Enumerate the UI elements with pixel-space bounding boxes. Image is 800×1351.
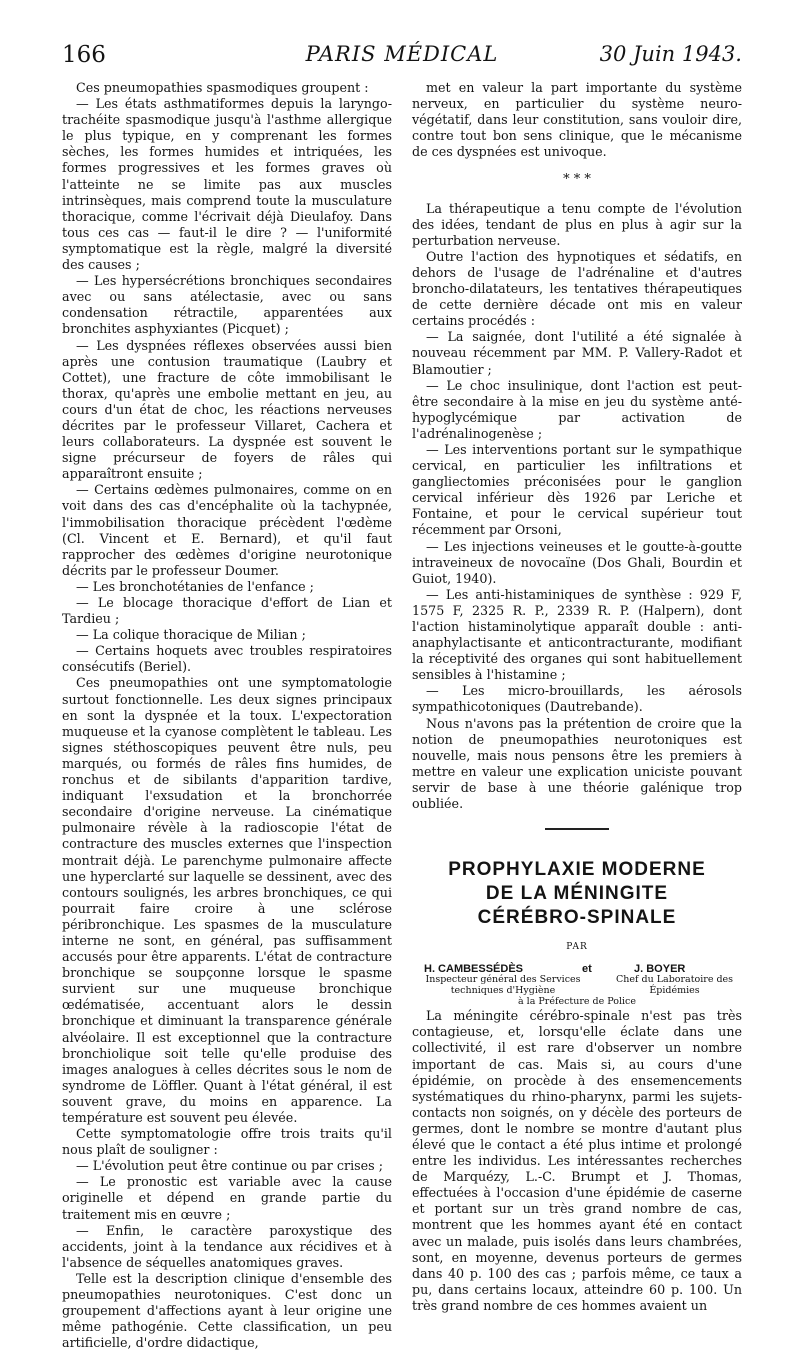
article-title-line: CÉRÉBRO-SPINALE	[477, 907, 677, 929]
paragraph: La thérapeutique a tenu compte de l'évolution des idées, tendant de plus en plus à agir sur la perturbation nerveuse.	[412, 200, 742, 248]
byline-par: PAR	[566, 942, 588, 953]
paragraph: Cette symptomatologie offre trois traits qu'il nous plaît de souligner :	[62, 1126, 392, 1158]
author-name: J. BOYER	[634, 963, 686, 976]
section-separator: * * *	[563, 172, 591, 188]
paragraph: — Les micro-brouillards, les aérosols sympathicotoniques (Dautrebande).	[412, 683, 742, 715]
paragraph: — Les états asthmatiformes depuis la laryngo-trachéite spasmodique jusqu'à l'asthme allergique le plus typique, en y comprenant les formes sèches, les formes humides et intriquées, les formes progressives et les formes graves où l'atteinte ne se limite pas aux muscles intrinsèques, mais comprend toute la musculature thoracique, comme l'écrivait déjà Dieulafoy. Dans tous ces cas — faut-il le dire ? — l'uniformité symptomatique est la règle, malgré la diversité des causes ;	[62, 96, 392, 273]
paragraph: — L'évolution peut être continue ou par crises ;	[76, 1158, 383, 1174]
paragraph: La méningite cérébro-spinale n'est pas très contagieuse, et, lorsqu'elle éclate dans une collectivité, il est rare d'observer un nombre important de cas. Mais si, au cours d'une épidémie, on procède à des ensemencements systématiques du rhino-pharynx, parmi les sujets-contacts non soignés, on y décèle des porteurs de germes, dont le nombre se montre d'autant plus élevé que le contact a été plus intime et prolongé entre les individus. Les intéressantes recherches de Marquézy, L.-C. Brumpt et J. Thomas, effectuées à l'occasion d'une épidémie de caserne et portant sur un très grand nombre de cas, montrent que les hommes ayant été en contact avec un malade, puis isolés dans leurs chambrées, sont, en moyenne, devenus porteurs de germes dans 40 p. 100 des cas ; parfois même, ce taux a pu, dans certains locaux, atteindre 60 p. 100. Un très grand nombre de ces hommes avaient un	[412, 1008, 742, 1313]
article-title-line: PROPHYLAXIE MODERNE	[448, 859, 706, 881]
horizontal-rule	[545, 828, 609, 830]
issue-date: 30 Juin 1943.	[599, 42, 742, 66]
page-header	[62, 42, 742, 70]
paragraph: — Les interventions portant sur le sympathique cervical, en particulier les infiltrations et gangliectomies préconisées pour le ganglion cervical inférieur dès 1926 par Leriche et Fontaine, et pour le cervical supérieur tout récemment par Orsoni,	[412, 441, 742, 538]
paragraph: — Certains œdèmes pulmonaires, comme on en voit dans des cas d'encéphalite où la tachypnée, l'immobilisation thoracique précèdent l'œdème (Cl. Vincent et E. Bernard), et qu'il faut rapprocher des œdèmes d'origine neurotonique décrits par le professeur Doumer.	[62, 482, 392, 578]
paragraph: met en valeur la part importante du système nerveux, en particulier du système neuro-végétatif, dans leur constitution, sans vouloir dire, contre tout bon sens clinique, que le mécanisme de ces dyspnées est univoque.	[412, 80, 742, 160]
author-affiliation: à la Préfecture de Police	[517, 996, 636, 1008]
paragraph: — Le choc insulinique, dont l'action est peut-être secondaire à la mise en jeu du système anté-hypoglycémique par activation de l'adrénalinogenèse ;	[412, 377, 742, 441]
paragraph: Ces pneumopathies ont une symptomatologie surtout fonctionnelle. Les deux signes principaux en sont la dyspnée et la toux. L'expectoration muqueuse et la cyanose complètent le tableau. Les signes stéthoscopiques peuvent être nuls, peu marqués, ou formés de râles fins humides, de ronchus et de sibilants d'apparition tardive, indiquant l'exsudation et la bronchorrée secondaire d'origine nerveuse. La cinématique pulmonaire révèle à la radioscopie l'état de contracture des muscles externes que l'inspection montrait déjà. Le parenchyme pulmonaire affecte une hyperclarté sur laquelle se dessinent, avec des contours soulignés, les arbres bronchiques, ce qui pourrait faire croire à une sclérose péribronchique. Les spasmes de la musculature interne ne sont, en général, pas suffisamment accusés pour être apparents. L'état de contracture bronchique se soupçonne lorsque le spasme survient sur une muqueuse bronchique œdématisée, accentuant alors le dessin bronchique et diminuant la transparence générale alvéolaire. Il est exceptionnel que la contracture bronchiolique soit telle qu'elle produise des images analogues à celles décrites sous le nom de syndrome de Löffler. Quant à l'état général, il est souvent grave, du moins en apparence. La température est souvent peu élevée.	[62, 675, 392, 1125]
affiliations	[412, 975, 742, 1008]
author-affiliation: Chef du Laboratoire des Épidémies	[615, 974, 734, 996]
page-number: 166	[62, 42, 106, 68]
article-title-line: DE LA MÉNINGITE	[485, 883, 669, 905]
author-conjunction: et	[582, 963, 592, 976]
paragraph: — Les anti-histaminiques de synthèse : 929 F, 1575 F, 2325 R. P., 2339 R. P. (Halpern), dont l'action histaminolytique apparaît double : anti-anaphylactisante et anticontracturante, modifiant la réceptivité des organes qui sont habituellement sensibles à l'histamine ;	[412, 586, 742, 683]
paragraph: — Les hypersécrétions bronchiques secondaires avec ou sans atélectasie, avec ou sans condensation rétractile, apparentées aux bronchites asphyxiantes (Picquet) ;	[62, 273, 392, 337]
paragraph: — Le pronostic est variable avec la cause originelle et dépend en grande partie du traitement mis en œuvre ;	[62, 1174, 392, 1222]
paragraph: Ces pneumopathies spasmodiques groupent :	[76, 80, 369, 95]
paragraph: — Les dyspnées réflexes observées aussi bien après une contusion traumatique (Laubry et Cottet), une fracture de côte immobilisant le thorax, qu'après une embolie mettant en jeu, au cours d'un état de choc, les réactions nerveuses décrites par le professeur Villaret, Cachera et leurs collaborateurs. La dyspnée est souvent le signe précurseur de foyers de râles qui apparaîtront ensuite ;	[62, 337, 392, 482]
paragraph: Outre l'action des hypnotiques et sédatifs, en dehors de l'usage de l'adrénaline et d'autres broncho-dilatateurs, les tentatives thérapeutiques de cette dernière décade ont mis en valeur certains procédés :	[412, 248, 742, 329]
paragraph: Nous n'avons pas la prétention de croire que la notion de pneumopathies neurotoniques est nouvelle, mais nous pensons être les premiers à mettre en valeur une explication uniciste pouvant servir de base à une théorie galénique trop oubliée.	[412, 715, 742, 812]
paragraph: — Certains hoquets avec troubles respiratoires consécutifs (Beriel).	[62, 643, 392, 675]
paragraph: — Les injections veineuses et le goutte-à-goutte intraveineux de novocaïne (Dos Ghali, Bourdin et Guiot, 1940).	[412, 538, 742, 586]
authors	[412, 959, 742, 975]
paragraph: — La saignée, dont l'utilité a été signalée à nouveau récemment par MM. P. Vallery-Radot et Blamoutier ;	[412, 329, 742, 377]
author-affiliation: Inspecteur général des Services techniques d'Hygiène	[425, 974, 581, 996]
paragraph: — La colique thoracique de Milian ;	[76, 627, 306, 643]
right-column	[412, 80, 742, 1314]
paragraph: — Les bronchotétanies de l'enfance ;	[76, 578, 314, 594]
author-name: H. CAMBESSÉDÈS	[424, 963, 524, 976]
article-title	[412, 858, 742, 930]
paragraph: — Enfin, le caractère paroxystique des accidents, joint à la tendance aux récidives et à l'absence de séquelles anatomiques graves.	[62, 1222, 392, 1270]
paragraph: — Le blocage thoracique d'effort de Lian et Tardieu ;	[62, 595, 392, 627]
left-column	[62, 80, 392, 1351]
paragraph: Telle est la description clinique d'ensemble des pneumopathies neurotoniques. C'est donc un groupement d'affections ayant à leur origine une même pathogénie. Cette classification, un peu artificielle, d'ordre didactique,	[62, 1270, 392, 1351]
journal-title: PARIS MÉDICAL	[305, 42, 499, 66]
